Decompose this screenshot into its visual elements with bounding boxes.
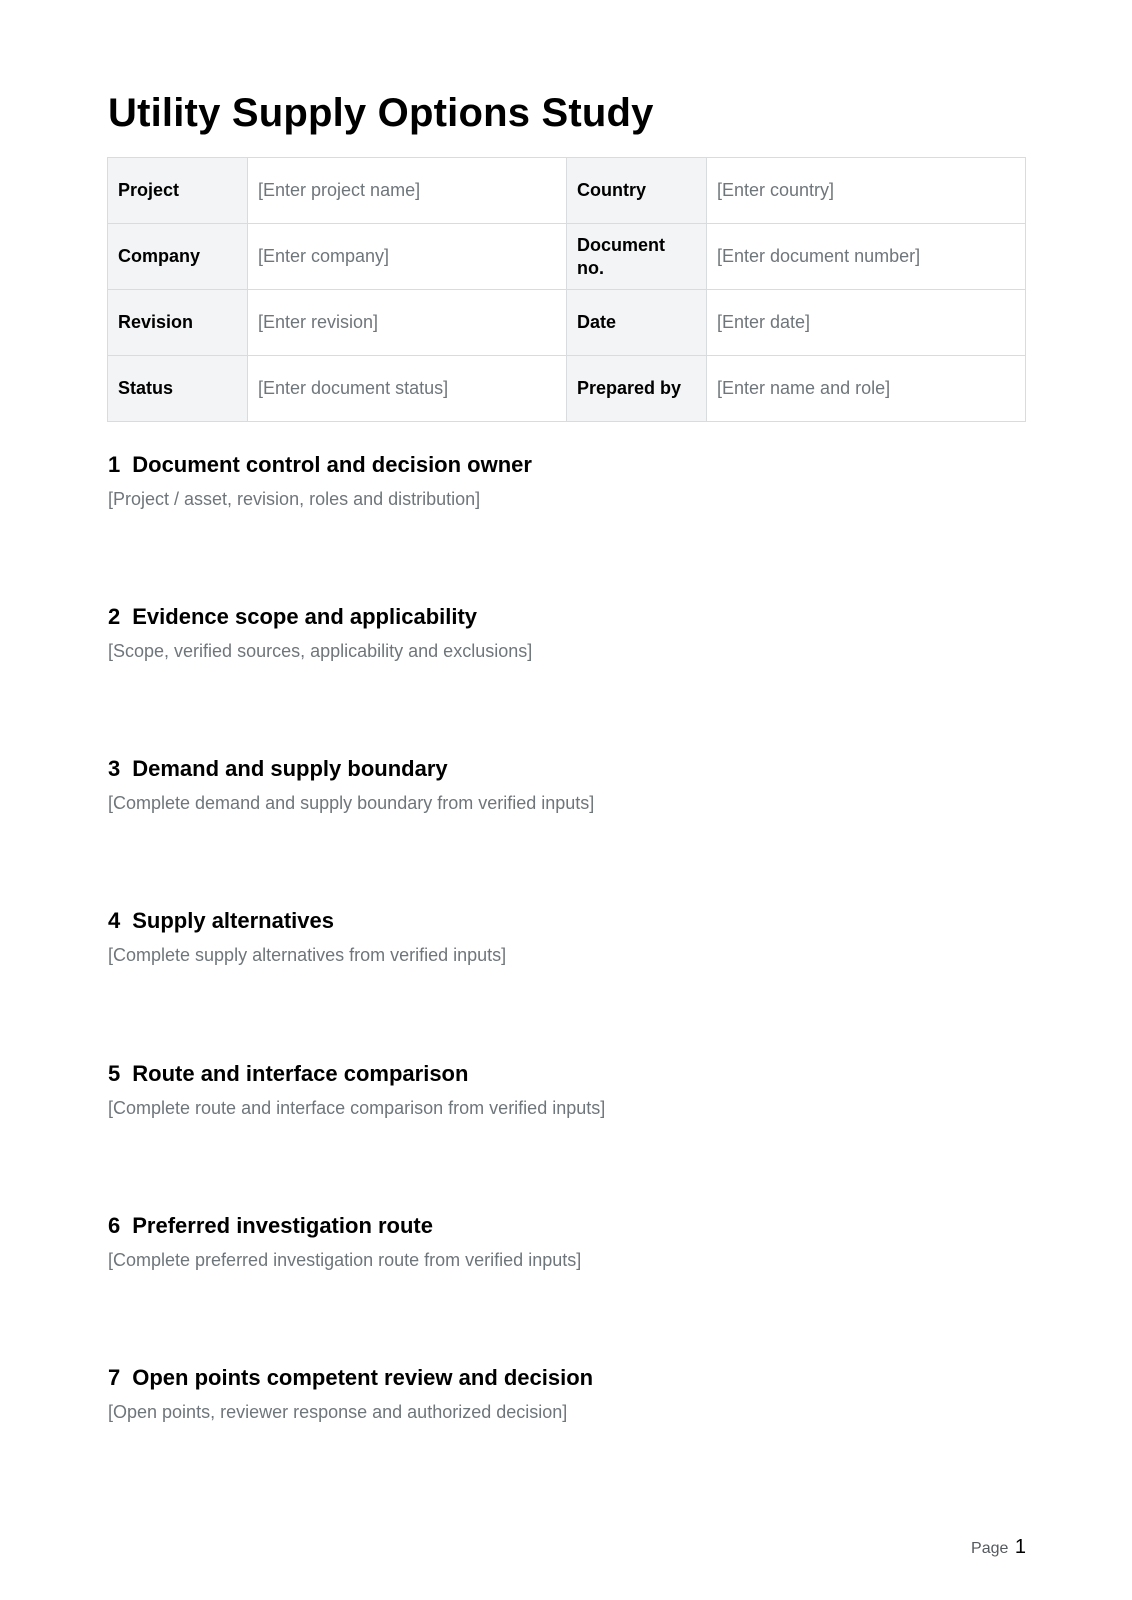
section-number: 2 — [108, 604, 121, 629]
section-title: Open points competent review and decision — [132, 1365, 594, 1390]
section-number: 1 — [108, 452, 121, 477]
section-placeholder[interactable]: [Complete route and interface comparison from verified inputs] — [108, 1098, 606, 1118]
section-placeholder[interactable]: [Project / asset, revision, roles and distribution] — [108, 489, 481, 509]
section-heading — [108, 1212, 1008, 1240]
table-row — [108, 356, 1026, 422]
section-demand-supply-boundary — [108, 755, 1008, 815]
section-title: Supply alternatives — [132, 908, 334, 933]
section-title: Preferred investigation route — [132, 1213, 433, 1238]
prepared-by-label: Prepared by — [567, 356, 707, 422]
section-number: 3 — [108, 756, 121, 781]
section-heading — [108, 603, 1008, 631]
section-number: 6 — [108, 1213, 121, 1238]
section-heading — [108, 1060, 1008, 1088]
table-row — [108, 224, 1026, 290]
date-field[interactable]: [Enter date] — [707, 290, 1026, 356]
page-label: Page — [971, 1540, 1009, 1557]
section-evidence-scope — [108, 603, 1008, 663]
project-label: Project — [108, 158, 248, 224]
document-number-label: Document no. — [567, 224, 707, 290]
section-placeholder[interactable]: [Complete preferred investigation route from verified inputs] — [108, 1250, 582, 1270]
section-number: 5 — [108, 1061, 121, 1086]
date-label: Date — [567, 290, 707, 356]
section-number: 4 — [108, 908, 121, 933]
company-label: Company — [108, 224, 248, 290]
section-placeholder[interactable]: [Complete demand and supply boundary from verified inputs] — [108, 793, 595, 813]
section-supply-alternatives — [108, 907, 1008, 967]
section-heading — [108, 907, 1008, 935]
page-title: Utility Supply Options Study — [108, 91, 654, 135]
section-document-control — [108, 451, 1008, 511]
country-field[interactable]: [Enter country] — [707, 158, 1026, 224]
revision-field[interactable]: [Enter revision] — [248, 290, 567, 356]
page-footer — [971, 1536, 1026, 1559]
company-field[interactable]: [Enter company] — [248, 224, 567, 290]
revision-label: Revision — [108, 290, 248, 356]
section-title: Document control and decision owner — [132, 452, 532, 477]
document-number-field[interactable]: [Enter document number] — [707, 224, 1026, 290]
section-placeholder[interactable]: [Open points, reviewer response and authorized decision] — [108, 1402, 568, 1422]
table-row — [108, 290, 1026, 356]
section-preferred-investigation-route — [108, 1212, 1008, 1272]
section-number: 7 — [108, 1365, 121, 1390]
project-field[interactable]: [Enter project name] — [248, 158, 567, 224]
section-placeholder[interactable]: [Scope, verified sources, applicability and exclusions] — [108, 641, 533, 661]
section-title: Evidence scope and applicability — [132, 604, 478, 629]
page-number: 1 — [1014, 1536, 1026, 1558]
section-heading — [108, 755, 1008, 783]
section-heading — [108, 451, 1008, 479]
section-title: Route and interface comparison — [132, 1061, 469, 1086]
document-info-table — [107, 157, 1026, 422]
section-heading — [108, 1364, 1008, 1392]
section-title: Demand and supply boundary — [132, 756, 448, 781]
section-open-points-review — [108, 1364, 1008, 1424]
table-row — [108, 158, 1026, 224]
prepared-by-field[interactable]: [Enter name and role] — [707, 356, 1026, 422]
status-label: Status — [108, 356, 248, 422]
country-label: Country — [567, 158, 707, 224]
section-placeholder[interactable]: [Complete supply alternatives from verified inputs] — [108, 945, 507, 965]
status-field[interactable]: [Enter document status] — [248, 356, 567, 422]
section-route-interface-comparison — [108, 1060, 1008, 1120]
